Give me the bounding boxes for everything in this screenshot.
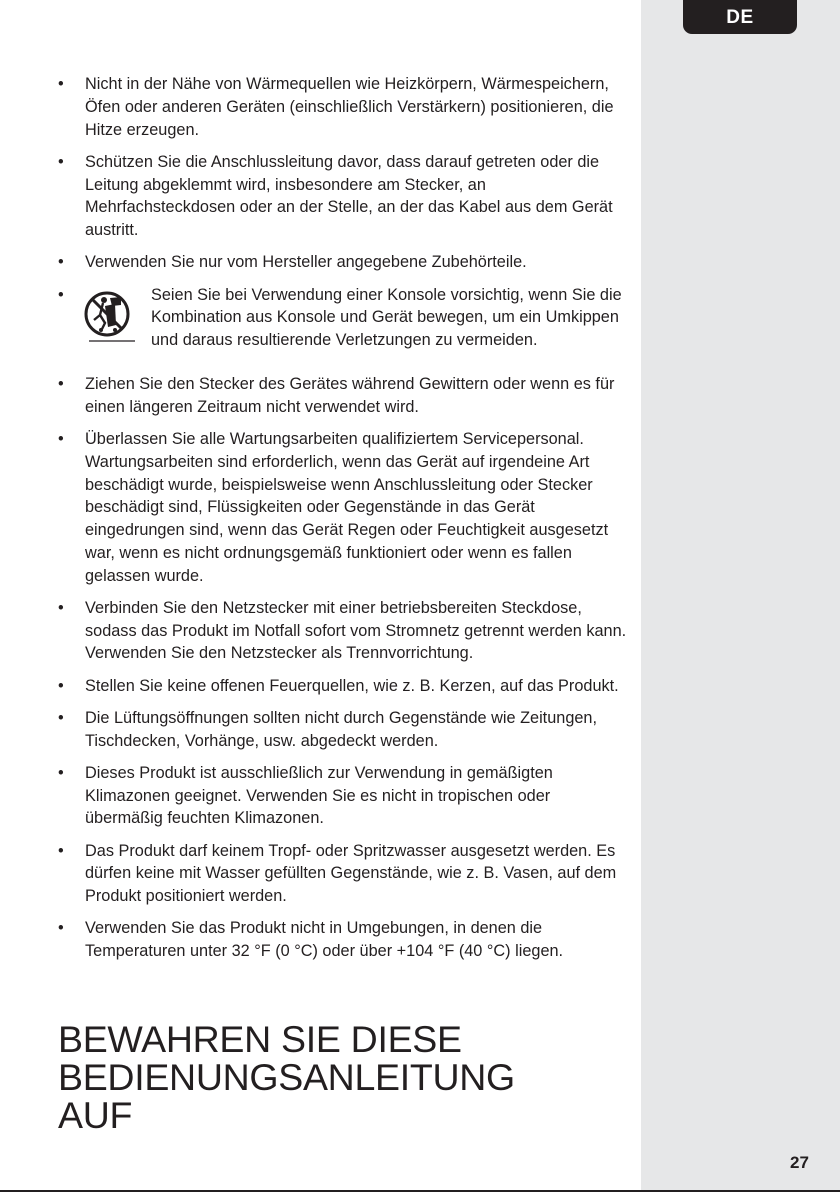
list-item [58,840,628,908]
list-item [58,762,628,830]
list-item [58,373,628,419]
list-item [58,428,628,588]
list-item [58,151,628,242]
list-item-text: Stellen Sie keine offenen Feuerquellen, wie z. B. Kerzen, auf das Produkt. [85,676,619,695]
bullet: • [58,708,64,727]
list-item [58,284,628,364]
bullet: • [58,285,64,304]
list-item-text: Verbinden Sie den Netzstecker mit einer betriebsbereiten Steckdose, sodass das Produkt im Notfall sofort vom Stromnetz getrennt werden kann. Verwenden Sie den Netzstecker als Trennvorrichtung. [85,598,627,663]
heading-line: AUF [58,1094,133,1136]
list-item-text: Nicht in der Nähe von Wärmequellen wie Heizkörpern, Wärmespeichern, Öfen oder anderen Geräten (einschließlich Verstärkern) positionieren, die Hitze erzeugen. [85,75,614,139]
page-number: 27 [790,1153,809,1172]
bullet: • [58,676,64,695]
bullet: • [58,253,64,272]
list-item-text: Verwenden Sie das Produkt nicht in Umgebungen, in denen die Temperaturen unter 32 °F (0 °C) oder über +104 °F (40 °C) liegen. [85,919,564,961]
cart-tip-over-warning-icon [83,287,143,349]
list-item-text: Die Lüftungsöffnungen sollten nicht durch Gegenstände wie Zeitungen, Tischdecken, Vorhänge, usw. abgedeckt werden. [85,708,598,750]
bullet: • [58,763,64,782]
bullet: • [58,429,64,448]
list-item-text: Dieses Produkt ist ausschließlich zur Verwendung in gemäßigten Klimazonen geeignet. Verwenden Sie es nicht in tropischen oder übermäßig feuchten Klimazonen. [85,763,553,828]
list-item-text: Seien Sie bei Verwendung einer Konsole vorsichtig, wenn Sie die Kombination aus Konsole und Gerät bewegen, um ein Umkippen und daraus resultierende Verletzungen zu vermeiden. [151,285,622,350]
list-item [58,707,628,753]
heading-line: BEWAHREN SIE DIESE [58,1018,462,1060]
list-item-text: Verwenden Sie nur vom Hersteller angegebene Zubehörteile. [85,253,527,272]
list-item-text: Das Produkt darf keinem Tropf- oder Spritzwasser ausgesetzt werden. Es dürfen keine mit Wasser gefüllten Gegenstände, wie z. B. Vasen, auf dem Produkt positioniert werden. [85,841,617,906]
list-item-text: Überlassen Sie alle Wartungsarbeiten qualifiziertem Servicepersonal. Wartungsarbeiten sind erforderlich, wenn das Gerät auf irgendeine Art beschädigt wurde, beispielsweise wenn Anschlussleitung oder Stecker beschädigt sind, Flüssigkeiten oder Gegenstände in das Gerät eingedrungen sind, wenn das Gerät Regen oder Feuchtigkeit ausgesetzt war, wenn es nicht ordnungsgemäß funktioniert oder wenn es fallen gelassen wurde. [85,429,609,585]
list-item [58,675,628,698]
bullet: • [58,919,64,938]
list-item [58,73,628,141]
bullet: • [58,841,64,860]
bullet: • [58,374,64,393]
bullet: • [58,75,64,93]
language-tab: DE [683,0,797,34]
list-item-text: Ziehen Sie den Stecker des Gerätes während Gewittern oder wenn es für einen längeren Zeitraum nicht verwendet wird. [85,374,615,416]
list-item [58,597,628,665]
list-item-text: Schützen Sie die Anschlussleitung davor, dass darauf getreten oder die Leitung abgeklemmt wird, insbesondere am Stecker, an Mehrfachsteckdosen oder an der Stelle, an der das Kabel aus dem Gerät austritt. [85,152,613,240]
bullet: • [58,598,64,617]
right-sidebar [641,0,840,1192]
bullet: • [58,152,64,171]
heading-line: BEDIENUNGSANLEITUNG [58,1056,515,1098]
safety-instructions-list [58,73,628,972]
list-item [58,251,628,274]
page-heading [58,1020,638,1134]
list-item [58,917,628,963]
